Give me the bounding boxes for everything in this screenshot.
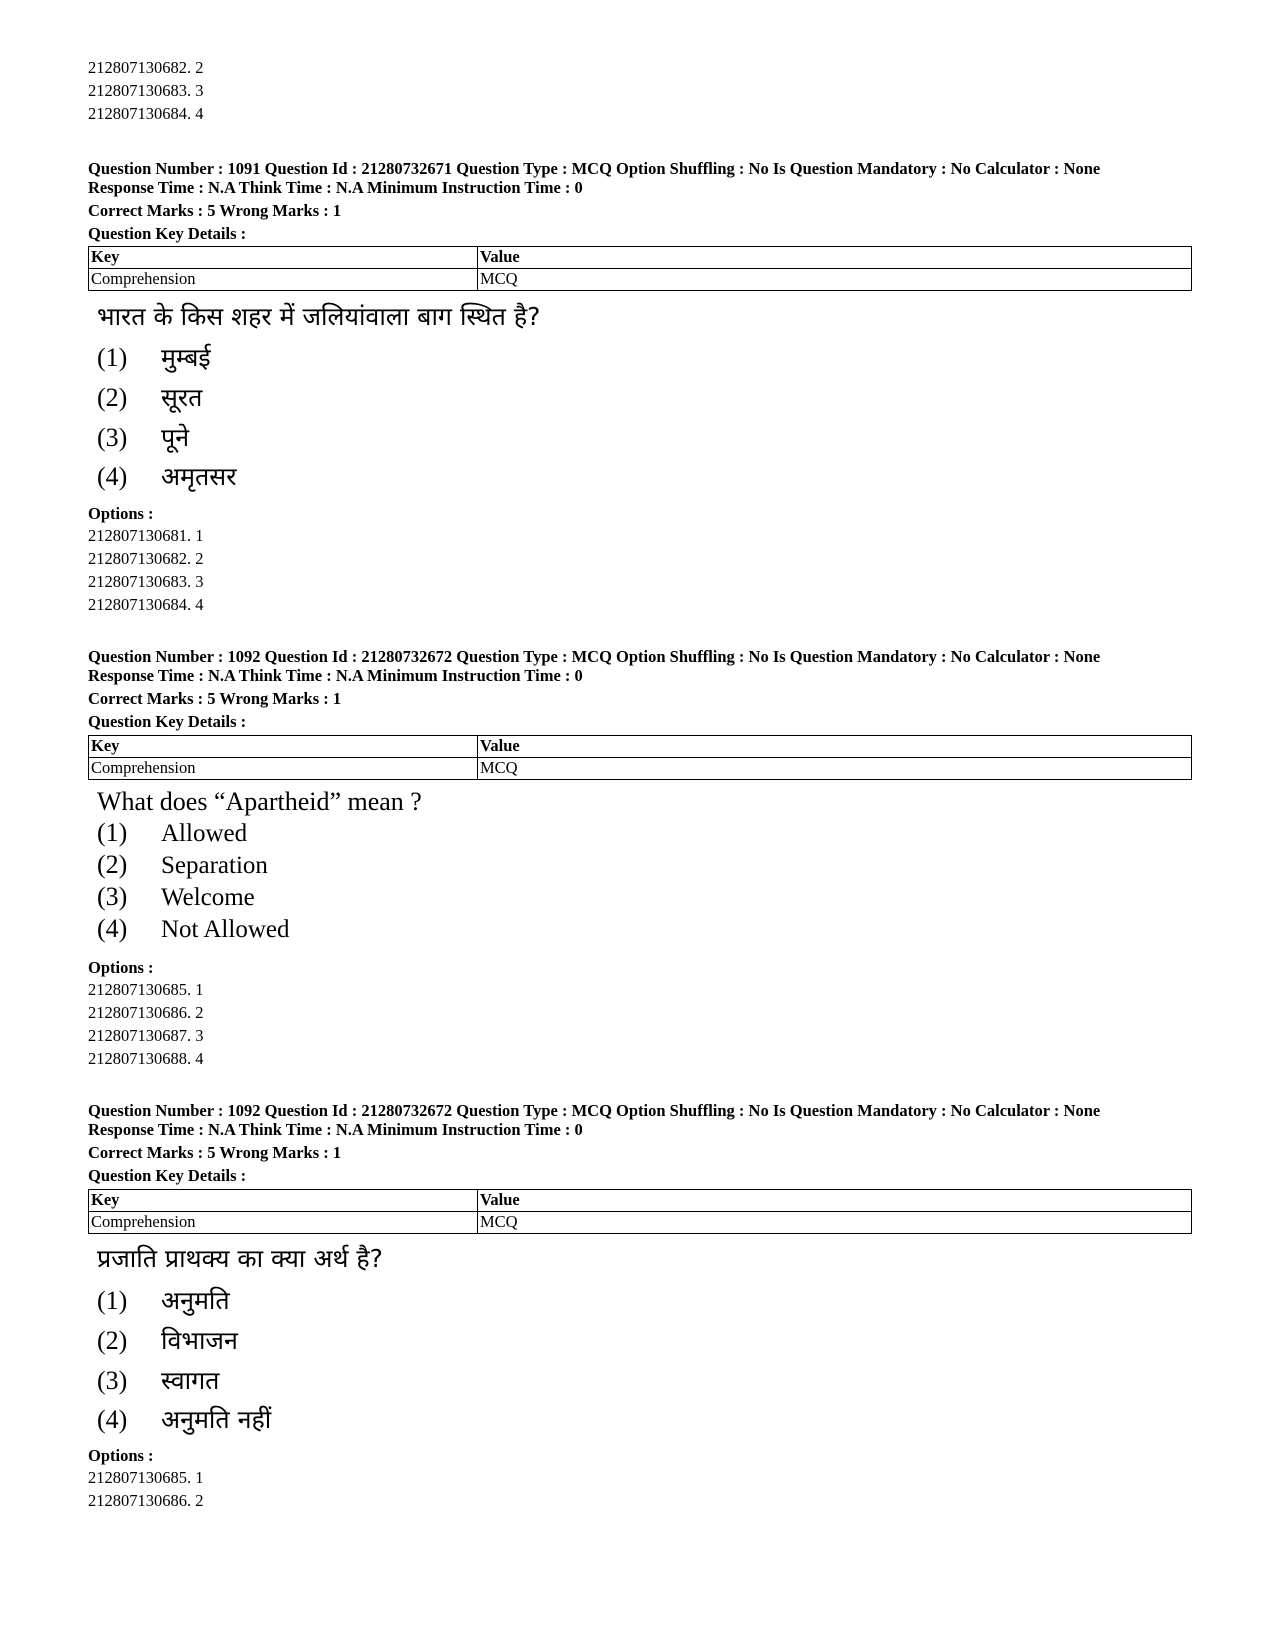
option-id-line: 212807130684. 4 [88,104,204,123]
choice-text: पूने [161,423,190,452]
options-label: Options : [88,504,154,523]
choice-item [97,1286,230,1316]
option-id-line: 212807130685. 1 [88,1468,204,1487]
question-text: प्रजाति प्राथक्य का क्या अर्थ है? [97,1244,383,1273]
choice-item [97,462,236,492]
choice-number: (3) [97,882,128,911]
choice-item [97,343,211,373]
choice-number: (3) [97,423,128,452]
choice-text: Separation [161,852,268,879]
question-marks: Correct Marks : 5 Wrong Marks : 1 [88,1143,342,1162]
choice-item [97,383,202,413]
question-text: What does “Apartheid” mean ? [97,787,422,816]
key-cell: Comprehension [89,758,478,780]
choice-number: (2) [97,850,128,879]
value-header: Value [478,247,1192,269]
choice-item [97,882,255,913]
choice-number: (1) [97,1286,128,1315]
key-header: Key [89,247,478,269]
value-cell: MCQ [478,758,1192,780]
choice-number: (4) [97,914,128,943]
choice-text: अमृतसर [161,462,237,491]
choice-item [97,850,268,881]
choice-text: स्वागत [161,1366,220,1395]
option-id-line: 212807130684. 4 [88,595,204,614]
choice-item [97,914,289,945]
options-label: Options : [88,1446,154,1465]
key-header: Key [89,736,478,758]
question-timing: Response Time : N.A Think Time : N.A Minimum Instruction Time : 0 [88,1120,583,1139]
option-id-line: 212807130686. 2 [88,1003,204,1022]
choice-text: सूरत [161,383,203,412]
choice-number: (2) [97,1326,128,1355]
question-header: Question Number : 1091 Question Id : 21280732671 Question Type : MCQ Option Shuffling : No Is Question Mandatory : No Calculator : None [88,159,1101,178]
option-id-line: 212807130687. 3 [88,1026,204,1045]
choice-number: (1) [97,343,128,372]
key-cell: Comprehension [89,269,478,291]
question-marks: Correct Marks : 5 Wrong Marks : 1 [88,201,342,220]
key-details-label: Question Key Details : [88,712,247,731]
option-id-line: 212807130682. 2 [88,549,204,568]
question-header: Question Number : 1092 Question Id : 21280732672 Question Type : MCQ Option Shuffling : No Is Question Mandatory : No Calculator : None [88,647,1101,666]
choice-item [97,1366,219,1396]
choice-number: (4) [97,1405,128,1434]
question-header: Question Number : 1092 Question Id : 21280732672 Question Type : MCQ Option Shuffling : No Is Question Mandatory : No Calculator : None [88,1101,1101,1120]
value-header: Value [478,1190,1192,1212]
key-details-label: Question Key Details : [88,1166,247,1185]
option-id-line: 212807130685. 1 [88,980,204,999]
question-timing: Response Time : N.A Think Time : N.A Minimum Instruction Time : 0 [88,178,583,197]
option-id-line: 212807130682. 2 [88,58,204,77]
question-text: भारत के किस शहर में जलियांवाला बाग स्थित है? [97,302,541,331]
value-header: Value [478,736,1192,758]
choice-number: (3) [97,1366,128,1395]
choice-number: (4) [97,462,128,491]
option-id-line: 212807130688. 4 [88,1049,204,1068]
choice-text: Not Allowed [161,916,290,943]
option-id-line: 212807130683. 3 [88,572,204,591]
choice-text: अनुमति नहीं [161,1405,272,1434]
choice-text: अनुमति [161,1286,230,1315]
choice-item [97,1405,271,1435]
key-header: Key [89,1190,478,1212]
choice-text: विभाजन [161,1326,238,1355]
question-timing: Response Time : N.A Think Time : N.A Minimum Instruction Time : 0 [88,666,583,685]
choice-number: (2) [97,383,128,412]
options-label: Options : [88,958,154,977]
value-cell: MCQ [478,1212,1192,1234]
choice-text: मुम्बई [161,343,211,372]
choice-number: (1) [97,818,128,847]
choice-text: Welcome [161,884,255,911]
option-id-line: 212807130683. 3 [88,81,204,100]
key-details-table [88,1189,1192,1234]
value-cell: MCQ [478,269,1192,291]
key-details-label: Question Key Details : [88,224,247,243]
choice-text: Allowed [161,820,248,847]
choice-item [97,1326,238,1356]
choice-item [97,423,189,453]
choice-item [97,818,247,849]
key-cell: Comprehension [89,1212,478,1234]
question-marks: Correct Marks : 5 Wrong Marks : 1 [88,689,342,708]
key-details-table [88,246,1192,291]
option-id-line: 212807130681. 1 [88,526,204,545]
key-details-table [88,735,1192,780]
option-id-line: 212807130686. 2 [88,1491,204,1510]
